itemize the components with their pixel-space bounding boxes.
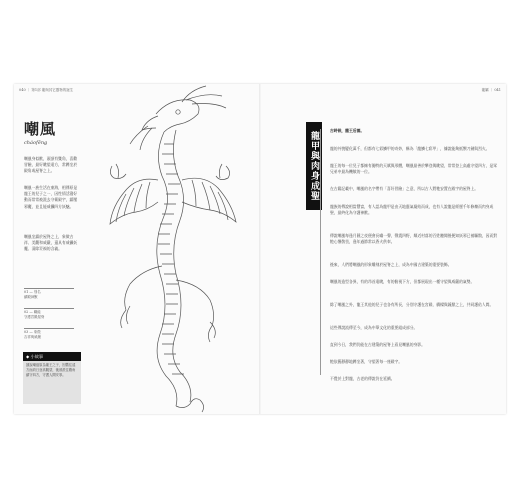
note-rule [24, 288, 74, 289]
paragraph: 直到今日，我們仍能在古建築的屋脊上看見嘲風的身影。 [330, 342, 425, 347]
paragraph: 嘲風的造型各異，有的昂首遠眺，有的俯視下方，但都展現出一種守望與威嚴的氣勢。 [330, 279, 475, 284]
note-label: 01 — 別名 [24, 290, 41, 294]
paragraph: 牠依舊靜靜地蹲坐著，守望著每一座殿宇。 [330, 359, 403, 364]
body-paragraph-3: 嘲風坐鎮於屋脊之上，象徵吉祥、美觀和威嚴，還具有威懾妖魔、清除災禍的含義。 [24, 234, 78, 252]
section-heading: 古時候，龍王后園。 [330, 128, 365, 133]
body-paragraph-2: 嘲風一族生活在東海，相傳原是龍王的兒子之一，因性情活潑好動而常常被派去守衛殿宇，鎮壓邪魔，並且能威懾四方妖魅。 [24, 185, 78, 209]
page-title: 嘲風 [24, 120, 57, 138]
paragraph: 這些傳說流傳至今，成為中華文化的重要組成部分。 [330, 325, 418, 330]
note-text: 守護宮殿屋脊 [24, 315, 45, 319]
note-rule [24, 308, 74, 309]
paragraph: 龍王的每一位兒子都擁有獨特的天賦與形體，嘲風最善於攀登與眺望，常常登上高處守望四方，是眾兄弟中最為機敏的一位。 [330, 163, 498, 175]
note-rule [24, 328, 74, 329]
paragraph: 龍的外貌變化萬千，但都有七彩鱗甲的奇妙，稱為「龍鱗七彩甲」，據說能夠抵禦刀劍與烈火。 [330, 146, 490, 151]
paragraph: 傳說嘲風每逢月圓之夜便會長嘯一聲，聲震四野，鄰近村落的百姓聽聞後便知妖邪已被驅散，因而對牠心懷敬畏，逢年過節常以香火供奉。 [330, 233, 498, 245]
note-text: 吉祥與威嚴 [24, 335, 41, 339]
side-note-1 [24, 288, 74, 300]
page-gutter [259, 84, 261, 414]
paragraph: 龍族的傳說相當豐富，有人認為龍甲是由天地靈氣凝結而成，也有人說龍是經歷千年修煉而肉身成聖，最終化為守護神獸。 [330, 204, 494, 216]
pinyin-subtitle: cháofēng [24, 140, 48, 146]
left-running-head: 040 ｜ 第1部 龍與其它靈物的誕生 [19, 88, 74, 92]
border-line [320, 129, 321, 375]
note-label: 02 — 職能 [24, 310, 41, 314]
story-box-text: 據說嘲風原為龍王之子，因嚮往遠方而終日登高眺望，後被派往殿角鎮守四方，守護人間安寧。 [26, 363, 76, 378]
right-running-head: 龍屬 ｜ 041 [481, 88, 501, 92]
book-spread [14, 84, 506, 414]
paragraph: 除了嘲風之外，龍王其他的兒子也各有所長，分別守護在宮殿、橋樑與鐘鼎之上，共同護佑人間。 [330, 302, 494, 307]
side-title-banner: 龍甲與肉身成聖 [306, 122, 322, 210]
story-box [23, 352, 81, 404]
side-note-3 [24, 328, 74, 340]
paragraph: 在古籍記載中，嘲風的名字帶有「喜好冒險」之意，所以古人將牠安置在殿宇的屋脊上。 [330, 186, 479, 191]
body-paragraph-1: 嘲風身似獸，頭頂有雙角，喜歡冒險，最好眺望遠方，常蹲坐於殿角或屋脊之上。 [24, 156, 78, 174]
side-note-2 [24, 308, 74, 320]
note-text: 鎮殿神獸 [24, 295, 38, 299]
dragon-illustration [86, 84, 256, 414]
story-box-title: ◆ 小故事 [23, 352, 81, 361]
paragraph: 後來，人們將嘲風的形象雕刻於屋脊之上，成為中國古建築的重要裝飾。 [330, 262, 452, 267]
note-label: 03 — 象徵 [24, 330, 41, 334]
paragraph: 不覺於上對龍，古老的傳說仍在延續。 [330, 376, 395, 381]
